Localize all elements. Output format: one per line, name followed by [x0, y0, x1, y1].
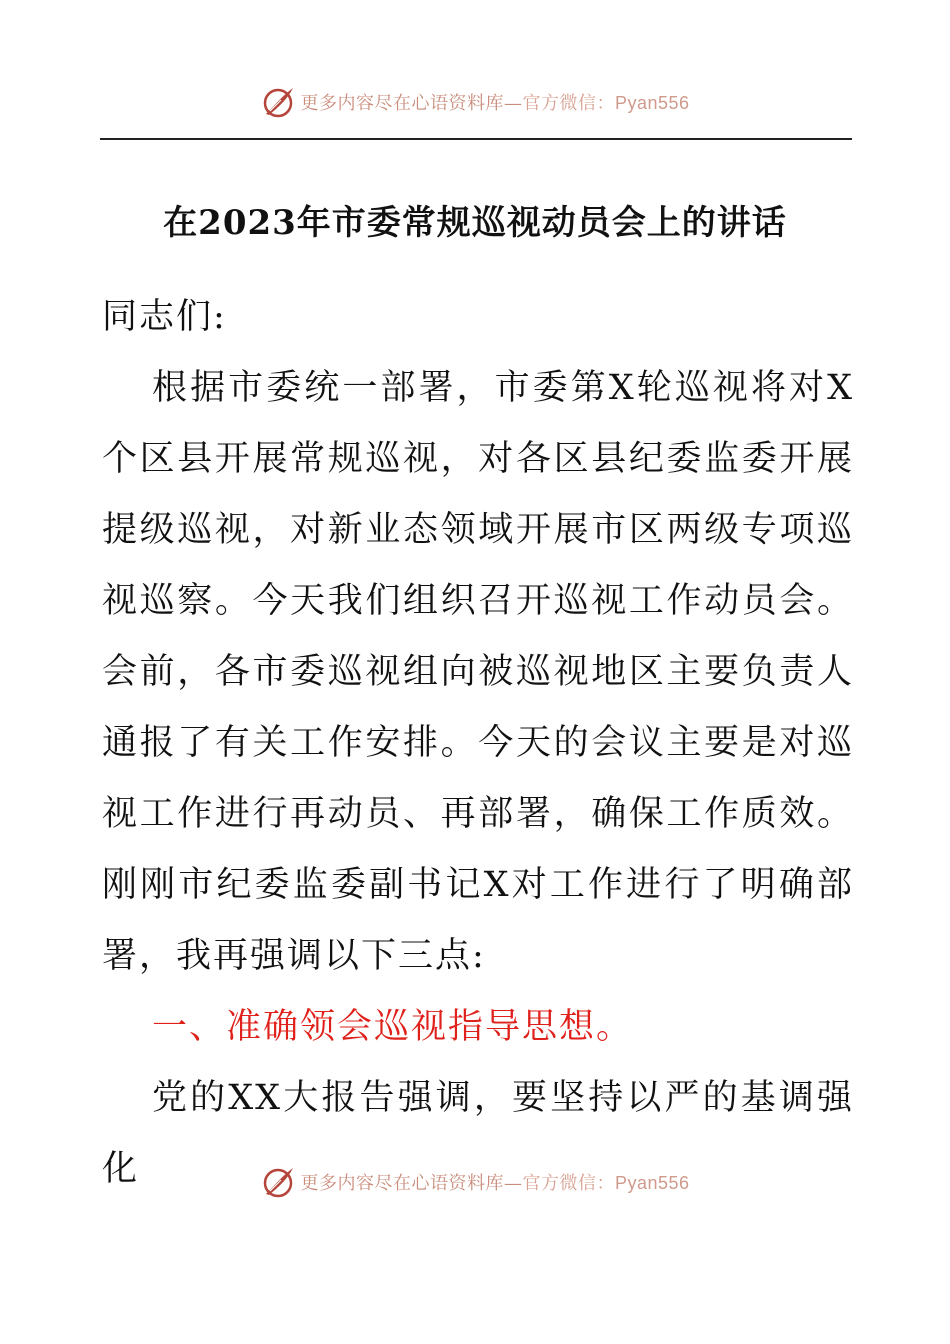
document-body: [102, 282, 854, 1205]
banner-text: 更多内容尽在心语资料库—官方微信：Pyan556: [300, 93, 690, 114]
footer-banner: [0, 1162, 950, 1202]
quill-logo-icon: [260, 1164, 296, 1200]
paragraph-2: 党的XX大报告强调，要坚持以严的基调强化: [102, 1078, 854, 1189]
header-banner: [0, 82, 950, 122]
document-title: 在2023年市委常规巡视动员会上的讲话: [163, 203, 787, 243]
salutation: 同志们:: [102, 297, 227, 337]
section-heading-1: 一、准确领会巡视指导思想。: [152, 1007, 634, 1047]
paragraph-1: 根据市委统一部署，市委第X轮巡视将对X个区县开展常规巡视，对各区县纪委监委开展提级巡视，对新业态领域开展市区两级专项巡视巡察。今天我们组织召开巡视工作动员会。会前，各市委巡视组向被巡视地区主要负责人通报了有关工作安排。今天的会议主要是对巡视工作进行再动员、再部署，确保工作质效。刚刚市纪委监委副书记X对工作进行了明确部署，我再强调以下三点:: [102, 368, 854, 976]
banner-text: 更多内容尽在心语资料库—官方微信：Pyan556: [300, 1173, 690, 1194]
header-divider: [100, 138, 852, 140]
quill-logo-icon: [260, 84, 296, 120]
